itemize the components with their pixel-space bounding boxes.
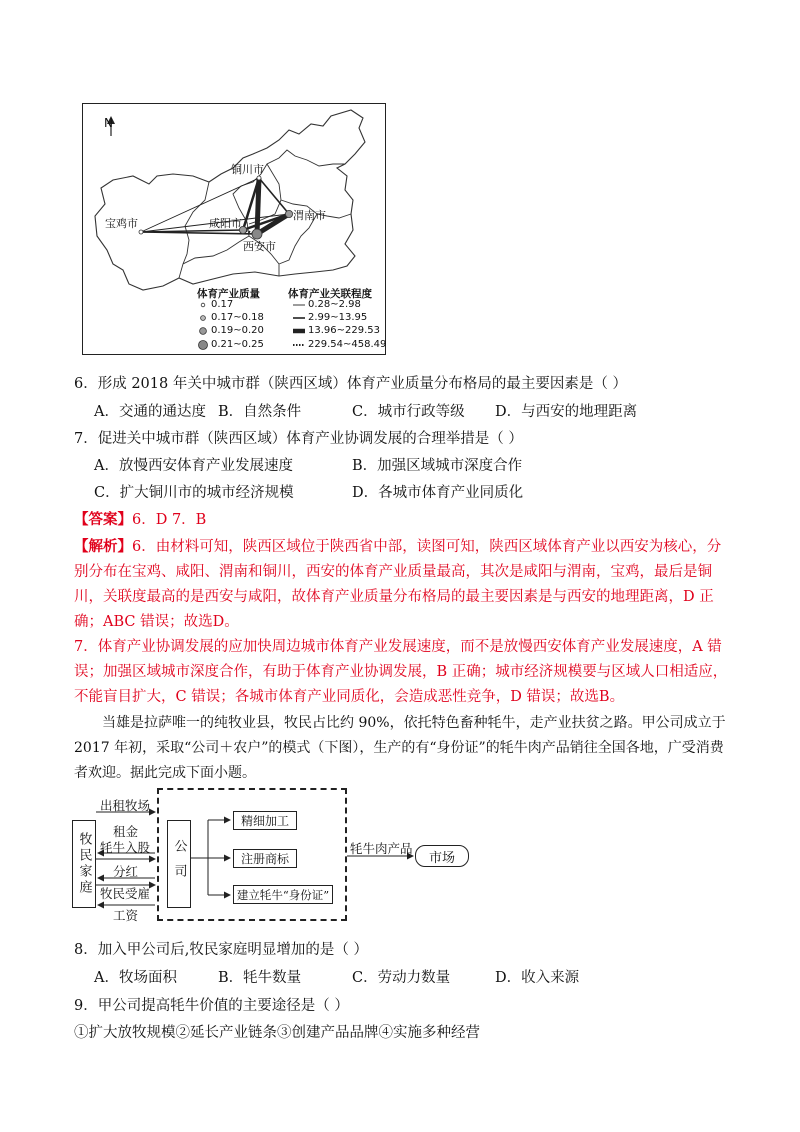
q8-option-b: B．牦牛数量	[218, 970, 302, 986]
flow-label-product: 牦牛肉产品	[350, 841, 413, 856]
legend-link-item: 13.96~229.53	[308, 325, 380, 336]
answer-text: 6．D 7．B	[132, 512, 207, 528]
q8-stem: 8．加入甲公司后,牧民家庭明显增加的是（ ）	[74, 942, 368, 958]
flow-trademark-box: 注册商标	[233, 849, 297, 868]
flow-label-yak-share: 牦牛入股	[100, 840, 151, 855]
flow-label-dividend: 分红	[113, 864, 139, 879]
q7-stem: 7．促进关中城市群（陕西区域）体育产业协调发展的合理举措是（ ）	[74, 431, 523, 447]
city-label-xianyang: 咸阳市	[209, 217, 242, 230]
city-label-weinan: 渭南市	[293, 209, 326, 222]
q6-option-d: D．与西安的地理距离	[495, 404, 638, 420]
q6-option-b: B．自然条件	[218, 404, 302, 420]
q8-option-d: D．收入来源	[495, 970, 580, 986]
q6-option-a: A．交通的通达度	[94, 404, 206, 420]
north-label: N	[104, 116, 113, 130]
q8-option-c: C．劳动力数量	[352, 970, 451, 986]
analysis-q6-text: 6．由材料可知，陕西区域位于陕西省中部，读图可知，陕西区域体育产业以西安为核心，分别分布在宝鸡、咸阳、渭南和铜川，西安的体育产业质量最高，其次是咸阳与渭南，宝鸡，最后是铜川，关联度最高的是西安与咸阳，故体育产业质量分布格局的最主要因素是与西安的地理距离，D 正确；ABC 错误；故选D。	[74, 539, 722, 630]
legend-link-item: 0.28~2.98	[308, 299, 361, 310]
q7-option-c: C．扩大铜川市的城市经济规模	[94, 485, 294, 501]
legend-link-item: 2.99~13.95	[308, 312, 368, 323]
analysis-q7: 7．体育产业协调发展的应加快周边城市体育产业发展速度，而不是放慢西安体育产业发展速度，A 错误；加强区域城市深度合作，有助于体育产业协调发展，B 正确；城市经济规模要与区域人口相适应，不能盲目扩大，C 错误；各城市体育产业同质化，会造成恶性竞争，D 错误；故选B。	[74, 639, 728, 705]
q9-choices: ①扩大放牧规模②延长产业链条③创建产品品牌④实施多种经营	[74, 1025, 480, 1041]
q9-stem: 9．甲公司提高牦牛价值的主要途径是（ ）	[74, 998, 349, 1014]
q6-stem: 6．形成 2018 年关中城市群（陕西区域）体育产业质量分布格局的最主要因素是（ ）	[74, 376, 627, 392]
analysis-label: 【解析】	[74, 538, 132, 555]
legend-quality-item: 0.17~0.18	[211, 312, 264, 323]
legend-quality-title: 体育产业质量	[197, 288, 260, 300]
flow-label-rent-pasture: 出租牧场	[100, 798, 151, 813]
city-label-xian: 西安市	[243, 240, 276, 253]
city-label-baoji: 宝鸡市	[105, 217, 138, 230]
legend-quality-item: 0.19~0.20	[211, 325, 264, 336]
flow-id-box: 建立牦牛“身份证”	[233, 885, 333, 904]
legend-quality-item: 0.17	[211, 299, 234, 310]
q8-option-a: A．牧场面积	[94, 970, 177, 986]
answer-label: 【答案】	[74, 511, 132, 528]
flow-process-box: 精细加工	[233, 811, 297, 830]
flow-company-box: 公司	[167, 820, 191, 908]
city-label-tongchuan: 铜川市	[231, 163, 264, 176]
q7-option-a: A．放慢西安体育产业发展速度	[94, 458, 293, 474]
legend-link-title: 体育产业关联程度	[288, 288, 372, 300]
passage-text: 当雄是拉萨唯一的纯牧业县，牧民占比约 90%，依托特色畜种牦牛，走产业扶贫之路。甲公司成立于 2017 年初，采取“公司＋农户”的模式（下图），生产的有“身份证”的牦牛肉产品销往全国各地，广受消费者欢迎。据此完成下面小题。	[74, 715, 726, 781]
flow-label-employ: 牧民受雇	[100, 886, 151, 901]
q7-option-b: B．加强区域城市深度合作	[352, 458, 523, 474]
legend-link-item: 229.54~458.49	[308, 339, 387, 350]
legend-quality-item: 0.21~0.25	[211, 339, 264, 350]
flow-label-wage: 工资	[113, 908, 139, 923]
flow-market-box: 市场	[415, 845, 469, 867]
flow-herder-box: 牧民家庭	[72, 820, 96, 908]
flow-label-rent: 租金	[113, 824, 139, 839]
q6-option-c: C．城市行政等级	[352, 404, 465, 420]
q7-option-d: D．各城市体育产业同质化	[352, 485, 524, 501]
